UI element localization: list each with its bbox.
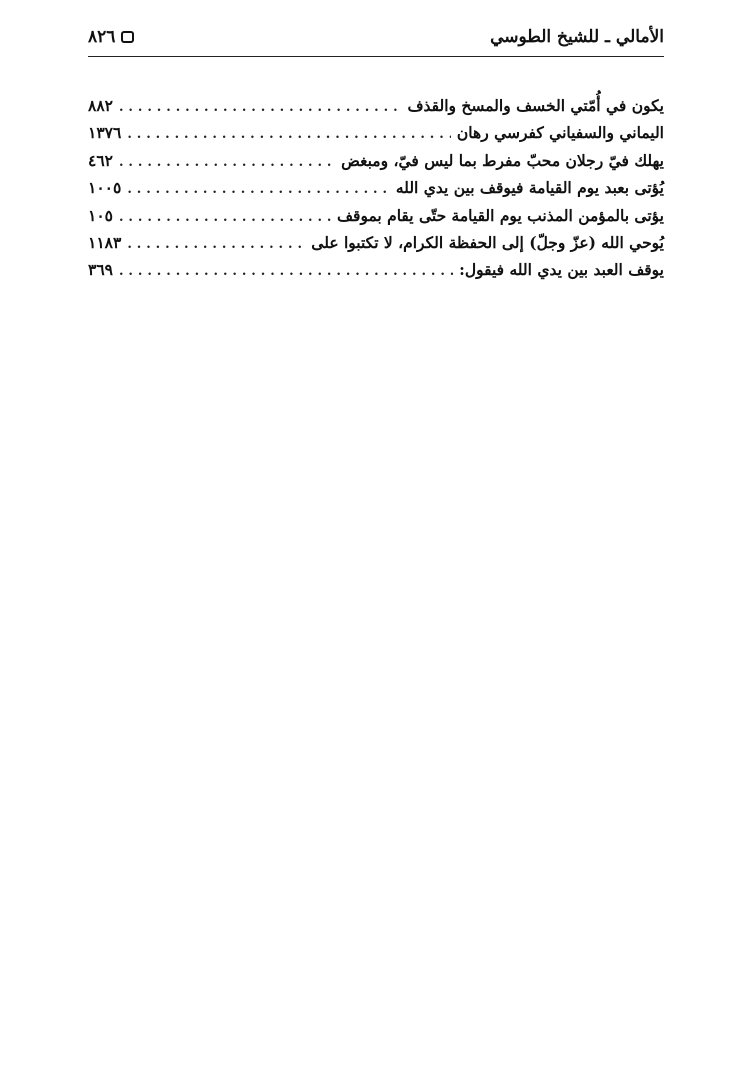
entry-page-number: ٨٨٢ <box>88 96 113 115</box>
dot-leader <box>119 151 335 175</box>
entry-text: يُؤتى بعبد يوم القيامة فيوقف بين يدي الله <box>395 178 664 198</box>
entry-page-number: ١٠٠٥ <box>88 178 122 198</box>
dot-leader <box>127 233 305 257</box>
index-entry <box>88 231 664 258</box>
index-entry <box>88 149 664 176</box>
index-entry <box>88 204 664 231</box>
entry-text: يُوحي الله (عزّ وجلّ) إلى الحفظة الكرام، لا تكتبوا على <box>311 232 664 252</box>
index-entry <box>88 258 664 285</box>
entry-page-number: ١١٨٣ <box>88 232 122 252</box>
dot-leader <box>127 178 390 202</box>
header-divider <box>88 56 664 57</box>
square-ornament-icon <box>121 31 134 43</box>
entry-page-number: ١٣٧٦ <box>88 123 122 143</box>
entry-text: يهلك فيّ رجلان محبّ مفرط بما ليس فيّ، ومبغض <box>341 150 664 170</box>
index-entry <box>88 121 664 148</box>
dot-leader <box>119 260 453 284</box>
entry-page-number: ٤٦٢ <box>88 150 113 170</box>
index-list <box>88 94 664 286</box>
dot-leader <box>119 206 331 230</box>
index-entry <box>88 176 664 203</box>
page-number-block <box>88 26 134 48</box>
index-entry <box>88 94 664 121</box>
book-title: الأمالي ـ للشيخ الطوسي <box>490 27 664 47</box>
running-header <box>88 26 664 52</box>
entry-page-number: ١٠٥ <box>88 205 113 225</box>
dot-leader <box>127 123 451 147</box>
entry-text: يؤتى بالمؤمن المذنب يوم القيامة حتّى يقام بموقف <box>336 205 664 225</box>
entry-text: يكون في أُمّتي الخسف والمسخ والقذف <box>407 96 664 115</box>
page-number: ٨٢٦ <box>88 27 116 47</box>
dot-leader <box>119 96 401 120</box>
entry-page-number: ٣٦٩ <box>88 260 113 280</box>
entry-text: يوقف العبد بين يدي الله فيقول: <box>459 260 664 280</box>
entry-text: اليماني والسفياني كفرسي رهان <box>456 123 664 143</box>
